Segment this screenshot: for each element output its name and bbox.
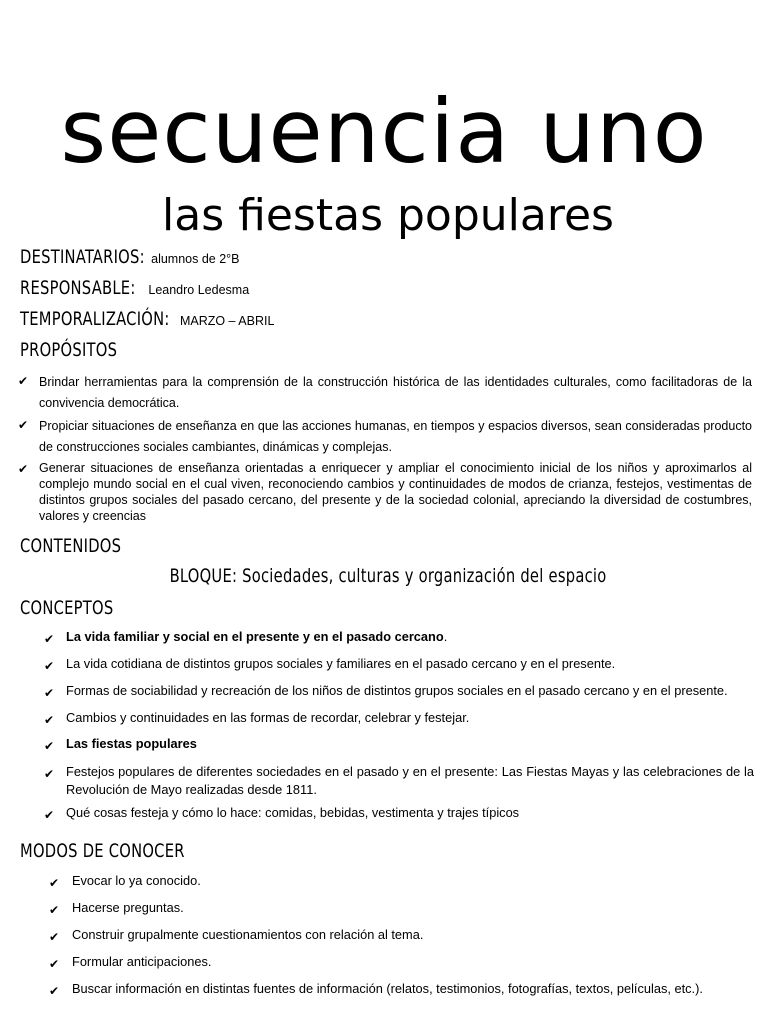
concepto-bold-text: La vida familiar y social en el presente y en el pasado cercano <box>66 629 444 644</box>
check-icon: ✔ <box>44 632 55 646</box>
propositos-heading <box>20 339 133 362</box>
check-icon: ✔ <box>44 739 55 753</box>
check-icon: ✔ <box>49 903 60 917</box>
list-item-text: Cambios y continuidades en las formas de recordar, celebrar y festejar. <box>66 710 470 725</box>
list-item-text: Generar situaciones de enseñanza orientadas a enriquecer y ampliar el conocimiento inicial de los niños y aproximarlos al complejo mundo social en el cual viven, reconociendo cambios y continuidades de modos de crianza, festejos, vestimentas de distintos grupos sociales del pasado cercano, del presente y de la sociedad colonial, apreciando la diversidad de costumbres, valores y creencias <box>39 461 752 523</box>
destinatarios-label: DESTINATARIOS: <box>20 246 145 268</box>
destinatarios-value: alumnos de 2°B <box>151 252 240 266</box>
check-icon: ✔ <box>49 957 60 971</box>
conceptos-heading-text: CONCEPTOS <box>20 597 114 619</box>
conceptos-heading <box>20 597 129 620</box>
check-icon: ✔ <box>44 713 55 727</box>
contenidos-heading <box>20 535 138 558</box>
propositos-heading-text: PROPÓSITOS <box>20 339 118 361</box>
concepto-period: . <box>443 629 448 644</box>
document-subtitle: las fiestas populares <box>162 190 614 241</box>
check-icon: ✔ <box>49 984 60 998</box>
list-item-text: Formular anticipaciones. <box>72 954 212 969</box>
modos-heading-text: MODOS DE CONOCER <box>20 840 185 862</box>
list-item-text: Las fiestas populares <box>66 736 197 751</box>
list-item-text: Formas de sociabilidad y recreación de los niños de distintos grupos sociales en el pasado cercano y en el presente. <box>66 683 728 698</box>
list-item-text: Brindar herramientas para la comprensión de la construcción histórica de las identidades culturales, como facilitadoras de la convivencia democrática. <box>39 375 752 410</box>
temporalizacion-value: MARZO – ABRIL <box>179 314 275 328</box>
list-item-text: Evocar lo ya conocido. <box>72 873 201 888</box>
field-temporalizacion <box>20 308 274 332</box>
field-responsable <box>20 277 249 301</box>
temporalizacion-label: TEMPORALIZACIÓN: <box>20 308 170 330</box>
list-item-text <box>66 628 754 646</box>
document-title: secuencia uno <box>60 80 708 183</box>
check-icon: ✔ <box>49 876 60 890</box>
responsable-label: RESPONSABLE: <box>20 277 136 299</box>
check-icon: ✔ <box>49 930 60 944</box>
check-icon: ✔ <box>44 659 55 673</box>
list-item-text: Construir grupalmente cuestionamientos con relación al tema. <box>72 927 424 942</box>
responsable-value: Leandro Ledesma <box>148 283 250 297</box>
list-item-text: La vida cotidiana de distintos grupos sociales y familiares en el pasado cercano y en el presente. <box>66 656 616 671</box>
check-icon: ✔ <box>18 374 29 388</box>
check-icon: ✔ <box>18 418 29 432</box>
bloque-title <box>0 565 768 588</box>
list-item-text: Hacerse preguntas. <box>72 900 184 915</box>
list-item-text: Qué cosas festeja y cómo lo hace: comidas, bebidas, vestimenta y trajes típicos <box>66 805 520 820</box>
list-item-text: Propiciar situaciones de enseñanza en que las acciones humanas, en tiempos y espacios diversos, sean consideradas producto de construcciones sociales cambiantes, dinámicas y complejas. <box>39 419 752 454</box>
bloque-text: BLOQUE: Sociedades, culturas y organización del espacio <box>169 565 607 587</box>
check-icon: ✔ <box>44 767 55 781</box>
check-icon: ✔ <box>44 686 55 700</box>
list-item-text: Buscar información en distintas fuentes de información (relatos, testimonios, fotografías, textos, películas, etc.). <box>72 981 703 996</box>
check-icon: ✔ <box>18 462 29 476</box>
modos-heading <box>20 840 212 863</box>
contenidos-heading-text: CONTENIDOS <box>20 535 122 557</box>
list-item-text: Festejos populares de diferentes sociedades en el pasado y en el presente: Las Fiestas Mayas y las celebraciones de la Revolución de Mayo realizadas desde 1811. <box>66 764 754 797</box>
field-destinatarios <box>20 246 240 270</box>
check-icon: ✔ <box>44 808 55 822</box>
